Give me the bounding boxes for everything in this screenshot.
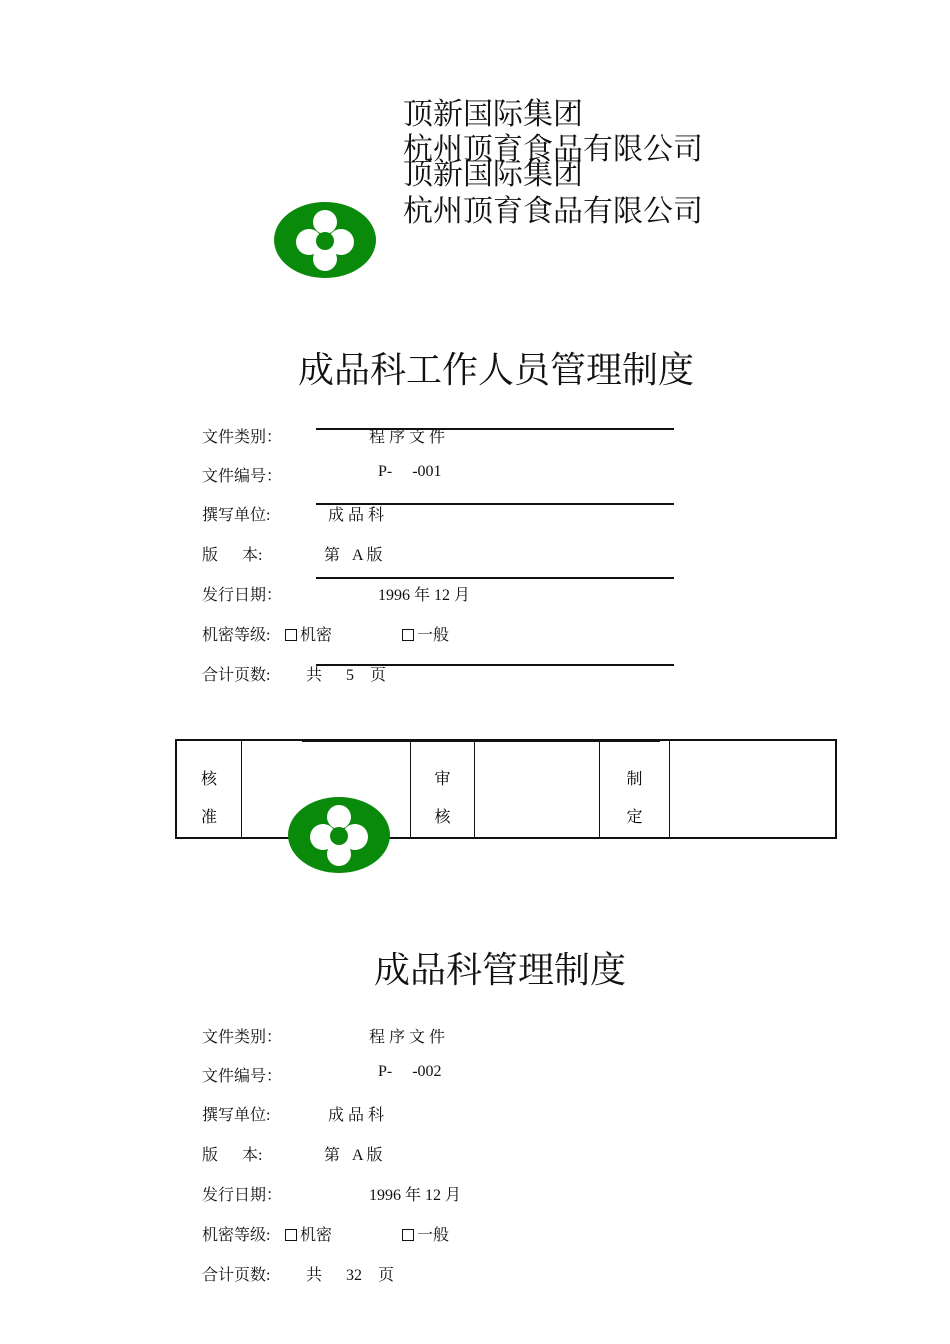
secrecy-option-general[interactable]: 一般	[402, 1222, 449, 1245]
category-label: 文件类别：	[202, 429, 283, 446]
unit-value: 成 品 科	[328, 1107, 385, 1124]
number-value: P- -001	[378, 463, 442, 480]
unit-label: 撰写单位:	[202, 1107, 271, 1124]
category-label: 文件类别：	[202, 1029, 283, 1046]
company-name: 杭州顶育食品有限公司	[403, 132, 703, 167]
version-label: 版 本:	[202, 1147, 263, 1164]
approval-table	[175, 739, 837, 839]
table-rule	[302, 740, 660, 742]
date-value: 1996 年 12 月	[369, 1187, 462, 1204]
checkbox-icon[interactable]	[402, 1229, 414, 1241]
review-signature-cell[interactable]	[475, 740, 600, 838]
approve-label-cell: 核 准	[176, 740, 242, 838]
draft-signature-cell[interactable]	[670, 740, 837, 838]
draft-label-cell: 制 定	[600, 740, 670, 838]
secrecy-option-general[interactable]: 一般	[402, 622, 449, 645]
version-value: 第 A 版	[324, 547, 383, 564]
secrecy-option-confidential[interactable]: 机密	[285, 1222, 332, 1245]
number-value: P- -002	[378, 1063, 442, 1080]
company-logo-icon	[273, 201, 377, 279]
secrecy-label: 机密等级:	[202, 1227, 271, 1244]
secrecy-option-confidential[interactable]: 机密	[285, 622, 332, 645]
company-logo-icon	[287, 796, 391, 874]
checkbox-icon[interactable]	[402, 629, 414, 641]
date-value: 1996 年 12 月	[378, 587, 471, 604]
checkbox-icon[interactable]	[285, 629, 297, 641]
checkbox-icon[interactable]	[285, 1229, 297, 1241]
pages-value: 共 5 页	[306, 667, 387, 684]
unit-label: 撰写单位:	[202, 507, 271, 524]
group-name: 顶新国际集团	[403, 97, 583, 132]
category-value: 程 序 文 件	[369, 429, 446, 446]
pages-label: 合计页数:	[202, 667, 271, 684]
category-value: 程 序 文 件	[369, 1029, 446, 1046]
version-label: 版 本:	[202, 547, 263, 564]
version-value: 第 A 版	[324, 1147, 383, 1164]
company-name-repeat: 杭州顶育食品有限公司	[403, 194, 703, 229]
pages-label: 合计页数:	[202, 1267, 271, 1284]
group-name-repeat: 顶新国际集团	[403, 157, 583, 192]
number-label: 文件编号：	[202, 1068, 283, 1085]
review-label-cell: 审 核	[411, 740, 475, 838]
pages-value: 共 32 页	[306, 1267, 395, 1284]
doc2-title: 成品科管理制度	[374, 950, 627, 991]
date-label: 发行日期：	[202, 587, 283, 604]
secrecy-label: 机密等级:	[202, 627, 271, 644]
doc1-rule	[316, 577, 674, 579]
unit-value: 成 品 科	[328, 507, 385, 524]
date-label: 发行日期：	[202, 1187, 283, 1204]
doc1-title: 成品科工作人员管理制度	[298, 350, 695, 391]
number-label: 文件编号：	[202, 468, 283, 485]
